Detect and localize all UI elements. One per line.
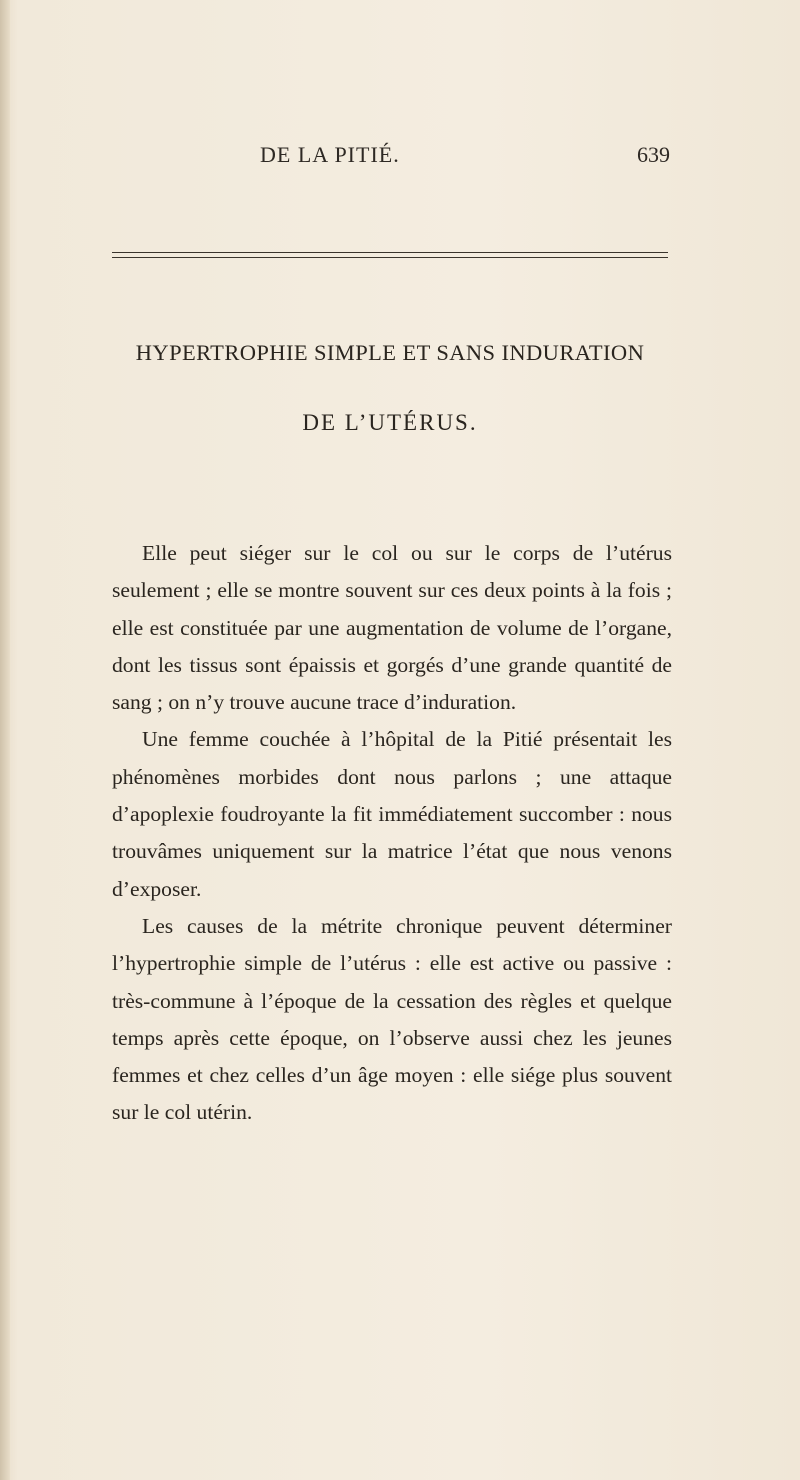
header-rule — [112, 252, 668, 258]
body-text — [112, 535, 672, 1132]
section-title-line-1: HYPERTROPHIE SIMPLE ET SANS INDURATION — [135, 340, 645, 365]
page-header — [110, 142, 670, 176]
paragraph: Une femme couchée à l’hôpital de la Pitié présentait les phénomènes morbides dont nous parlons ; une attaque d’apoplexie foudroyante la fit immédiatement succomber : nous trouvâmes uniquement sur la matrice l’état que nous venons d’exposer. — [112, 727, 672, 901]
section-title-line-2: DE L’UTÉRUS. — [302, 410, 478, 435]
page-number: 639 — [637, 142, 670, 167]
paragraph: Les causes de la métrite chronique peuvent déterminer l’hypertrophie simple de l’utérus : elle est active ou passive : très-commune à l’époque de la cessation des règles et quelque temps après cette époque, on l’observe aussi chez les jeunes femmes et chez celles d’un âge moyen : elle siége plus souvent sur le col utérin. — [112, 913, 672, 1125]
page-binding-edge — [0, 0, 10, 1480]
running-head: DE LA PITIÉ. — [260, 142, 400, 167]
paragraph: Elle peut siéger sur le col ou sur le corps de l’utérus seulement ; elle se montre souvent sur ces deux points à la fois ; elle est constituée par une augmentation de volume de l’organe, dont les tissus sont épaissis et gorgés d’une grande quantité de sang ; on n’y trouve aucune trace d’induration. — [112, 541, 672, 715]
